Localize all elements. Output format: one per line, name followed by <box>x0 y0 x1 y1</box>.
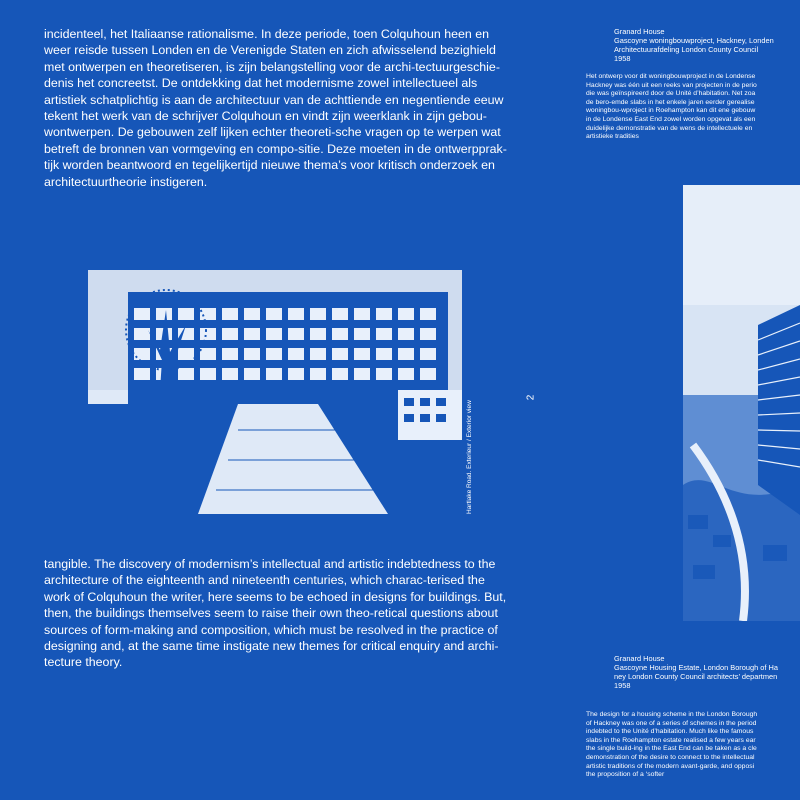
granard-description-dutch <box>586 73 757 142</box>
text-line: incidenteel, het Italiaanse rationalisme. In deze periode, toen Colquhoun heen en <box>44 27 489 41</box>
caption-line: Gascoyne Housing Estate, London Borough of Ha <box>614 663 778 672</box>
text-line: sources of form-making and composition, which must be resolved in the practice of <box>44 622 498 637</box>
text-line: woningbou-wproject in Roehampton kan dit ene gebouw <box>586 107 756 115</box>
granard-house-photo <box>683 185 800 621</box>
caption-line: Granard House <box>614 27 665 36</box>
granard-house-photo-image <box>683 185 800 621</box>
text-line: wontwerpen. De gebouwen zelf lijken echter theoreti-sche vragen op te werpen wat <box>44 125 501 140</box>
text-line: indebted to the Unité d’habitation. Much like the famous <box>586 728 754 736</box>
page-number: 2 <box>525 394 537 401</box>
text-line: artistieke tradities <box>586 133 639 141</box>
text-line: duidelijke demonstratie van de wens de intellectuele en <box>586 124 753 132</box>
text-line: the single build-ing in the East End can be taken as a cle <box>586 745 757 753</box>
text-line: die was geïnspireerd door de Unité d’habitation. Net zoa <box>586 90 756 98</box>
text-line: designing and, at the same time instigate new themes for critical enquiry and archi- <box>44 639 499 654</box>
text-line: The design for a housing scheme in the London Borough <box>586 711 758 718</box>
text-line: artistic traditions of the modern avant-garde, and opposi <box>586 762 755 770</box>
caption-line: Granard House <box>614 654 665 663</box>
text-line: de bero-emde slabs in het enkele jaren eerder gerealise <box>586 98 755 106</box>
hartlake-photo-caption: Hartlake Road. Exterieur / Exterior view <box>466 400 473 514</box>
text-line: tekent het werk van de schrijver Colquhoun en vindt zijn weerklank in zijn gebou- <box>44 109 487 124</box>
english-paragraph <box>44 556 506 671</box>
text-line: architectuurtheorie instigeren. <box>44 174 208 189</box>
text-line: weer reisde tussen Londen en de Verenigde Staten en zich afwisselend bezighield <box>44 43 496 58</box>
text-line: betreft de bronnen van vormgeving en compo-sitie. Deze moeten in de ontwerpprak- <box>44 141 507 156</box>
text-line: architecture of the eighteenth and nineteenth centuries, which charac-terised the <box>44 573 485 588</box>
text-line: Hackney was één uit een reeks van projecten in de perio <box>586 81 757 89</box>
caption-line: 1958 <box>614 54 631 63</box>
hartlake-road-photo-image <box>88 270 462 514</box>
text-line: Het ontwerp voor dit woningbouwproject in de Londense <box>586 73 756 80</box>
caption-line: ney London County Council architects’ departmen <box>614 672 778 681</box>
caption-line: 1958 <box>614 681 631 690</box>
text-line: the proposition of a ‘softer <box>586 771 665 779</box>
granard-caption-english <box>614 654 778 690</box>
dutch-paragraph <box>44 26 507 190</box>
text-line: denis het concreetst. De ontdekking dat het modernisme zowel intellectueel als <box>44 76 478 91</box>
text-line: work of Colquhoun the writer, here seems to be echoed in designs for buildings. But, <box>44 589 507 604</box>
text-line: of Hackney was one of a series of schemes in the period <box>586 719 757 727</box>
text-line: in de Londense East End zowel worden opgevat als een <box>586 115 756 123</box>
text-line: met ontwerpen en theoretiseren, is zijn belangstelling voor de archi-tectuurgeschie- <box>44 59 500 74</box>
text-line: artistiek schatplichtig is aan de architectuur van de achttiende en negentiende eeuw <box>44 92 504 107</box>
text-line: demonstration of the desire to connect to the intellectual <box>586 753 755 761</box>
granard-caption-dutch <box>614 27 774 63</box>
hartlake-road-photo <box>88 270 462 514</box>
text-line: tecture theory. <box>44 655 123 670</box>
caption-line: Gascoyne woningbouwproject, Hackney, Londen <box>614 36 774 45</box>
caption-line: Architectuurafdeling London County Council <box>614 45 759 54</box>
granard-description-english <box>586 711 757 780</box>
text-line: then, the buildings themselves seem to raise their own theo-retical questions about <box>44 606 498 621</box>
text-line: slabs in the Roehampton estate realised a few years ear <box>586 736 756 744</box>
text-line: tangible. The discovery of modernism’s intellectual and artistic indebtedness to the <box>44 557 496 571</box>
text-line: tijk worden beantwoord en tegelijkertijd nieuwe thema’s voor kritisch onderzoek en <box>44 158 495 173</box>
